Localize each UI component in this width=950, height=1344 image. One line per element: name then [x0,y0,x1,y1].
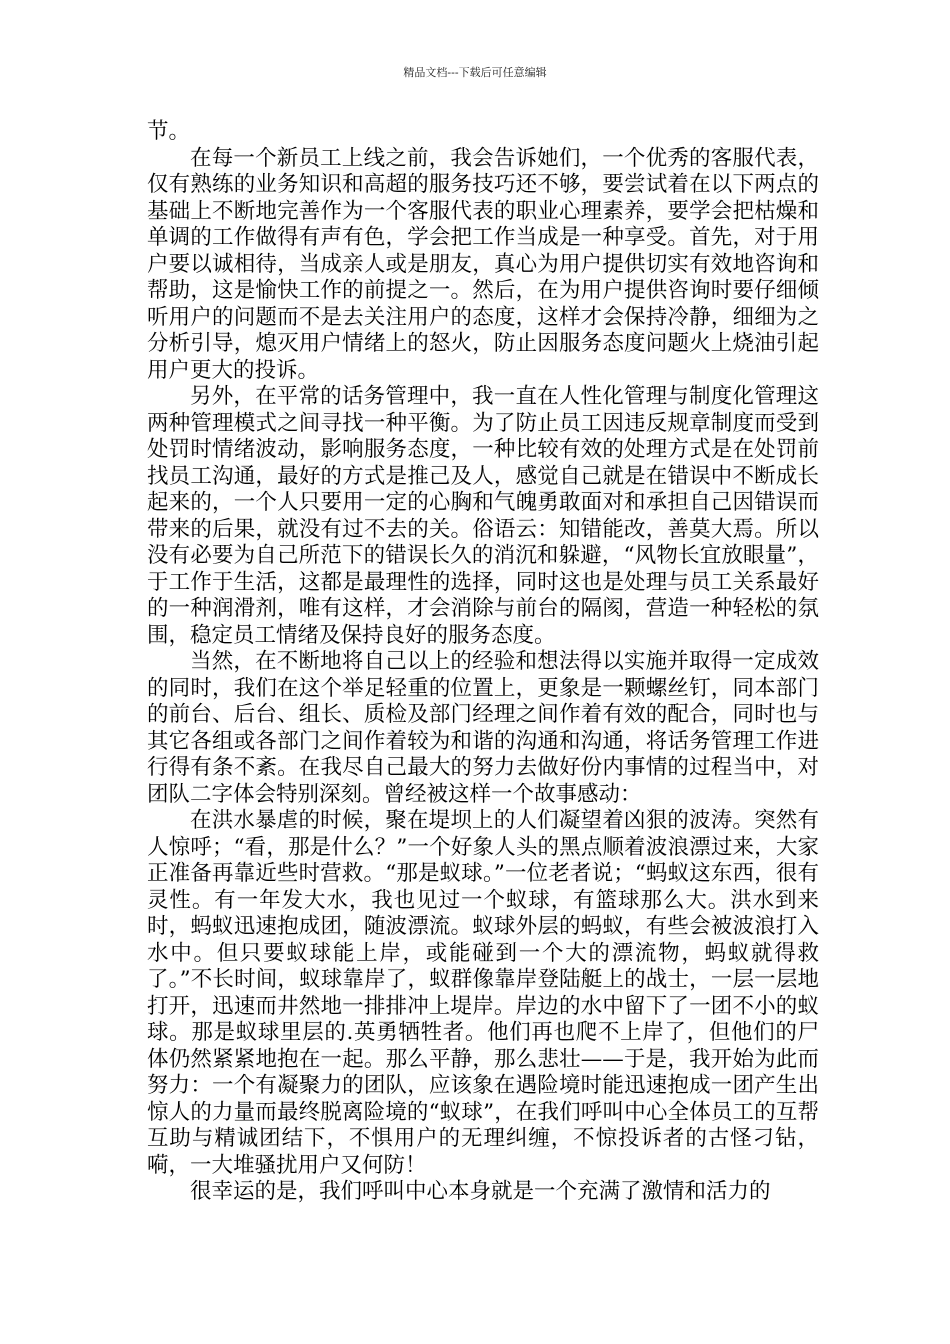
paragraph-teamwork: 当然，在不断地将自己以上的经验和想法得以实施并取得一定成效的同时，我们在这个举足轻重的位置上，更象是一颗螺丝钉，同本部门的前台、后台、组长、质检及部门经理之间作着有效的配合，同时也与其它各组或各部门之间作着较为和谐的沟通和沟通，将话务管理工作进行得有条不紊。在我尽自己最大的努力去做好份内事情的过程当中，对团队二字体会特别深刻。曾经被这样一个故事感动： [147,649,819,807]
paragraph-continuation: 节。 [147,119,191,144]
page-header: 精品文档---下载后可任意编辑 [403,66,547,79]
paragraph-closing: 很幸运的是，我们呼叫中心本身就是一个充满了激情和活力的 [190,1179,771,1204]
paragraph-ant-ball-story: 在洪水暴虐的时候，聚在堤坝上的人们凝望着凶狠的波涛。突然有人惊呼；“看，那是什么？”一个好象人头的黑点顺着波浪漂过来，大家正准备再靠近些时营救。“那是蚁球。”一位老者说；“蚂蚁这东西，很有灵性。有一年发大水，我也见过一个蚁球，有篮球那么大。洪水到来时，蚂蚁迅速抱成团，随波漂流。蚁球外层的蚂蚁，有些会被波浪打入水中。但只要蚁球能上岸，或能碰到一个大的漂流物，蚂蚁就得救了。”不长时间，蚁球靠岸了，蚁群像靠岸登陆艇上的战士，一层一层地打开，迅速而井然地一排排冲上堤岸。岸边的水中留下了一团不小的蚁球。那是蚁球里层的.英勇牺牲者。他们再也爬不上岸了，但他们的尸体仍然紧紧地抱在一起。那么平静，那么悲壮——于是，我开始为此而努力：一个有凝聚力的团队，应该象在遇险境时能迅速抱成一团产生出惊人的力量而最终脱离险境的“蚁球”，在我们呼叫中心全体员工的互帮互助与精诚团结下，不惧用户的无理纠缠，不惊投诉者的古怪刁钻，嗬，一大堆骚扰用户又何防！ [147,808,819,1178]
paragraph-management-balance: 另外，在平常的话务管理中，我一直在人性化管理与制度化管理这两种管理模式之间寻找一种平衡。为了防止员工因违反规章制度而受到处罚时情绪波动，影响服务态度，一种比较有效的处理方式是在处罚前找员工沟通，最好的方式是推己及人，感觉自己就是在错误中不断成长起来的，一个人只要用一定的心胸和气魄勇敢面对和承担自己因错误而带来的后果，就没有过不去的关。俗语云：知错能改，善莫大焉。所以没有必要为自己所范下的错误长久的消沉和躲避，“风物长宜放眼量”，于工作于生活，这都是最理性的选择，同时这也是处理与员工关系最好的一种润滑剂，唯有这样，才会消除与前台的隔阂，营造一种轻松的氛围，稳定员工情绪及保持良好的服务态度。 [147,384,819,648]
document-body [147,119,819,1206]
paragraph-new-staff-training: 在每一个新员工上线之前，我会告诉她们，一个优秀的客服代表，仅有熟练的业务知识和高超的服务技巧还不够，要尝试着在以下两点的基础上不断地完善作为一个客服代表的职业心理素养，要学会把枯燥和单调的工作做得有声有色，学会把工作当成是一种享受。首先，对于用户要以诚相待，当成亲人或是朋友，真心为用户提供切实有效地咨询和帮助，这是愉快工作的前提之一。然后，在为用户提供咨询时要仔细倾听用户的问题而不是去关注用户的态度，这样才会保持冷静，细细为之分析引导，熄灭用户情绪上的怒火，防止因服务态度问题火上烧油引起用户更大的投诉。 [147,145,819,383]
